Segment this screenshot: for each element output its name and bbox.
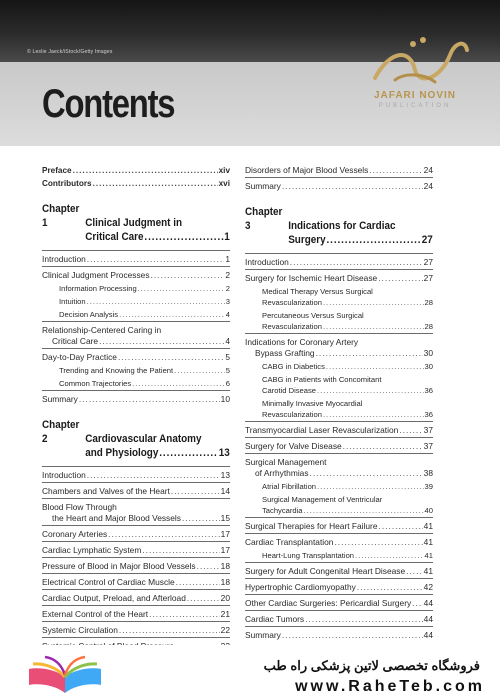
- entry-title: Heart-Lung Transplantation: [262, 551, 355, 560]
- entry-title-cont: Revascularization: [262, 322, 322, 331]
- leader-dots: [323, 409, 424, 420]
- leader-dots: [326, 361, 424, 372]
- leader-dots: [399, 425, 422, 436]
- toc-entry[interactable]: [245, 177, 433, 193]
- leader-dots: [327, 233, 421, 247]
- toc-subentry[interactable]: [245, 480, 433, 493]
- entry-title: Intuition: [59, 297, 86, 306]
- toc-entry[interactable]: [42, 589, 230, 605]
- leader-dots: [144, 230, 223, 244]
- entry-page: 28: [424, 298, 433, 307]
- leader-dots: [176, 577, 220, 588]
- chapter-heading[interactable]: [42, 202, 230, 244]
- toc-entry[interactable]: [245, 562, 433, 578]
- entry-title: Relationship-Centered Caring in: [42, 325, 162, 335]
- chapter-title-line2: Critical Care: [85, 231, 144, 243]
- leader-dots: [87, 470, 220, 481]
- entry-page: 38: [423, 468, 433, 478]
- entry-title: Decision Analysis: [59, 310, 119, 319]
- entry-page: 30: [424, 362, 433, 371]
- toc-subentry[interactable]: [245, 397, 433, 421]
- entry-page: 37: [423, 425, 433, 435]
- toc-entry[interactable]: [245, 333, 433, 360]
- toc-subentry[interactable]: [42, 282, 230, 295]
- chapter-page: 27: [421, 234, 433, 246]
- leader-dots: [159, 446, 218, 460]
- entry-page: 41: [423, 537, 433, 547]
- entry-page: 14: [220, 486, 230, 496]
- entry-title: Transmyocardial Laser Revascularization: [245, 425, 399, 435]
- toc-entry[interactable]: [245, 269, 433, 285]
- entry-page: 6: [225, 379, 230, 388]
- toc-subentry[interactable]: [245, 285, 433, 309]
- entry-title: Cardiac Tumors: [245, 614, 305, 624]
- chapter-heading[interactable]: [42, 418, 230, 460]
- leader-dots: [334, 537, 422, 548]
- chapter-number: Chapter 1: [42, 203, 80, 229]
- entry-title: Information Processing: [59, 284, 137, 293]
- toc-entry[interactable]: [42, 250, 230, 266]
- chapter-number: Chapter 3: [245, 206, 283, 232]
- leader-dots: [357, 582, 423, 593]
- logo-subtitle: PUBLICATION: [378, 103, 452, 109]
- entry-title: Common Trajectories: [59, 379, 132, 388]
- leader-dots: [174, 365, 225, 376]
- toc-entry[interactable]: [245, 453, 433, 480]
- entry-page: 2: [225, 270, 230, 280]
- entry-title: Day-to-Day Practice: [42, 352, 117, 362]
- entry-page: 37: [423, 441, 433, 451]
- calligraphy-logo-icon: [355, 30, 475, 90]
- entry-title: Indications for Coronary Artery: [245, 337, 359, 347]
- entry-title: Summary: [42, 394, 78, 404]
- entry-title: Atrial Fibrillation: [262, 482, 317, 491]
- entry-page: 27: [423, 257, 433, 267]
- leader-dots: [151, 270, 225, 281]
- toc-entry[interactable]: [42, 498, 230, 525]
- entry-page: 4: [225, 310, 230, 319]
- toc-subentry[interactable]: [245, 493, 433, 517]
- leader-dots: [378, 273, 422, 284]
- toc-entry[interactable]: [245, 610, 433, 626]
- toc-subentry[interactable]: [245, 373, 433, 397]
- leader-dots: [142, 545, 219, 556]
- entry-title-cont: of Arrhythmias: [255, 468, 309, 478]
- chapter-heading[interactable]: [245, 205, 433, 247]
- leader-dots: [87, 296, 225, 307]
- chapter-page: 13: [218, 447, 230, 459]
- entry-page: 44: [423, 614, 433, 624]
- leader-dots: [406, 566, 423, 577]
- entry-page: 20: [220, 593, 230, 603]
- entry-title-cont: Revascularization: [262, 298, 322, 307]
- publisher-logo: [355, 30, 475, 120]
- chapter-page: 1: [224, 231, 230, 243]
- entry-page: 2: [225, 284, 230, 293]
- toc-entry[interactable]: [42, 266, 230, 282]
- toc-entry[interactable]: [42, 390, 230, 406]
- entry-title-cont: Revascularization: [262, 410, 322, 419]
- entry-title-cont: Tachycardia: [262, 506, 303, 515]
- leader-dots: [323, 297, 424, 308]
- entry-page: 27: [423, 273, 433, 283]
- leader-dots: [282, 181, 423, 192]
- toc-entry[interactable]: [245, 533, 433, 549]
- entry-title-cont: Bypass Grafting: [255, 348, 315, 358]
- entry-page: 5: [225, 352, 230, 362]
- leader-dots: [118, 352, 224, 363]
- chapter-title-line1: Cardiovascular Anatomy: [85, 433, 202, 445]
- store-name-persian: فروشگاه تخصصی لاتین پزشکی راه طب: [263, 658, 480, 673]
- toc-entry[interactable]: [245, 164, 433, 177]
- toc-entry[interactable]: [245, 578, 433, 594]
- toc-entry[interactable]: [245, 517, 433, 533]
- leader-dots: [87, 254, 225, 265]
- entry-title: Introduction: [42, 470, 86, 480]
- entry-page: 39: [424, 482, 433, 491]
- leader-dots: [149, 609, 220, 620]
- leader-dots: [317, 481, 424, 492]
- leader-dots: [343, 441, 423, 452]
- toc-entry[interactable]: [245, 626, 433, 642]
- leader-dots: [369, 165, 422, 176]
- toc-entry[interactable]: [42, 177, 230, 190]
- entry-page: 24: [423, 165, 433, 175]
- toc-entry[interactable]: [42, 557, 230, 573]
- toc-entry[interactable]: [42, 321, 230, 348]
- entry-page: 18: [220, 561, 230, 571]
- toc-entry[interactable]: [42, 525, 230, 541]
- toc-entry[interactable]: [245, 253, 433, 269]
- toc-entry[interactable]: [245, 594, 433, 610]
- entry-title: External Control of the Heart: [42, 609, 149, 619]
- entry-page: 22: [220, 625, 230, 635]
- toc-subentry[interactable]: [42, 364, 230, 377]
- leader-dots: [316, 348, 423, 359]
- leader-dots: [379, 521, 423, 532]
- leader-dots: [119, 309, 225, 320]
- entry-page: xiv: [218, 166, 230, 175]
- toc-entry[interactable]: [42, 348, 230, 364]
- entry-title: Summary: [245, 181, 281, 191]
- entry-title: Surgical Therapies for Heart Failure: [245, 521, 378, 531]
- leader-dots: [317, 385, 424, 396]
- entry-page: 13: [220, 470, 230, 480]
- entry-title: Other Cardiac Surgeries: Pericardial Surgery: [245, 598, 412, 608]
- entry-title: Pressure of Blood in Major Blood Vessels: [42, 561, 196, 571]
- leader-dots: [93, 178, 218, 189]
- entry-page: 17: [220, 545, 230, 555]
- toc-entry[interactable]: [42, 164, 230, 177]
- leader-dots: [171, 486, 220, 497]
- entry-page: 3: [225, 297, 230, 306]
- entry-page: 44: [423, 598, 433, 608]
- toc-entry[interactable]: [42, 605, 230, 621]
- toc-entry[interactable]: [42, 573, 230, 589]
- entry-title: Blood Flow Through: [42, 502, 117, 512]
- entry-title: Chambers and Valves of the Heart: [42, 486, 170, 496]
- entry-page: xvi: [218, 179, 230, 188]
- photo-credit: © Leslie Jaeck/iStock/Getty Images: [27, 49, 113, 55]
- toc-left-column: [42, 164, 230, 653]
- entry-title: CABG in Patients with Concomitant: [262, 375, 382, 384]
- entry-title: Cardiac Lymphatic System: [42, 545, 142, 555]
- entry-page: 18: [220, 577, 230, 587]
- entry-page: 36: [424, 410, 433, 419]
- leader-dots: [119, 625, 220, 636]
- toc-entry[interactable]: [42, 621, 230, 637]
- entry-title: Systemic Circulation: [42, 625, 118, 635]
- entry-title: Surgical Management of Ventricular: [262, 495, 383, 504]
- entry-title: Minimally Invasive Myocardial: [262, 399, 363, 408]
- entry-title-cont: the Heart and Major Blood Vessels: [52, 513, 181, 523]
- entry-page: 1: [225, 254, 230, 264]
- entry-title: Cardiac Transplantation: [245, 537, 334, 547]
- entry-title: Trending and Knowing the Patient: [59, 366, 174, 375]
- chapter-title-line1: Indications for Cardiac: [288, 220, 396, 232]
- entry-title: Disorders of Major Blood Vessels: [245, 165, 369, 175]
- chapter-number: Chapter 2: [42, 419, 80, 445]
- entry-title: Medical Therapy Versus Surgical: [262, 287, 373, 296]
- entry-title: Surgical Management: [245, 457, 327, 467]
- entry-title-cont: Carotid Disease: [262, 386, 317, 395]
- leader-dots: [290, 257, 423, 268]
- entry-title: Cardiac Output, Preload, and Afterload: [42, 593, 186, 603]
- entry-page: 17: [220, 529, 230, 539]
- toc-entry[interactable]: [245, 437, 433, 453]
- toc-entry[interactable]: [42, 482, 230, 498]
- entry-page: 41: [423, 566, 433, 576]
- entry-page: 40: [424, 506, 433, 515]
- leader-dots: [79, 394, 220, 405]
- entry-page: 42: [423, 582, 433, 592]
- leader-dots: [187, 593, 220, 604]
- entry-title: Summary: [245, 630, 281, 640]
- leader-dots: [323, 321, 424, 332]
- entry-title: CABG in Diabetics: [262, 362, 325, 371]
- chapter-title-line2: and Physiology: [85, 447, 159, 459]
- entry-page: 28: [424, 322, 433, 331]
- logo-wordmark: JAFARI NOVIN: [373, 90, 456, 101]
- leader-dots: [108, 529, 220, 540]
- leader-dots: [197, 561, 220, 572]
- leader-dots: [182, 513, 220, 524]
- leader-dots: [99, 336, 224, 347]
- toc-subentry[interactable]: [42, 295, 230, 308]
- entry-title: Electrical Control of Cardiac Muscle: [42, 577, 175, 587]
- entry-page: 30: [423, 348, 433, 358]
- toc-subentry[interactable]: [245, 309, 433, 333]
- store-url[interactable]: www.RaheTeb.com: [295, 678, 485, 695]
- entry-page: 44: [423, 630, 433, 640]
- entry-title: Coronary Arteries: [42, 529, 108, 539]
- toc-right-column: [245, 164, 433, 642]
- entry-page: 41: [424, 551, 433, 560]
- entry-title: Percutaneous Versus Surgical: [262, 311, 364, 320]
- entry-page: 36: [424, 386, 433, 395]
- entry-page: 24: [423, 181, 433, 191]
- leader-dots: [412, 598, 423, 609]
- entry-title-cont: Critical Care: [52, 336, 99, 346]
- entry-page: 5: [225, 366, 230, 375]
- leader-dots: [310, 468, 423, 479]
- leader-dots: [73, 165, 218, 176]
- chapter-title-line2: Surgery: [288, 234, 326, 246]
- entry-page: 10: [220, 394, 230, 404]
- entry-title: Clinical Judgment Processes: [42, 270, 150, 280]
- footer-ad: [0, 645, 500, 700]
- entry-title: Hypertrophic Cardiomyopathy: [245, 582, 356, 592]
- leader-dots: [132, 378, 225, 389]
- toc-entry[interactable]: [245, 421, 433, 437]
- entry-title: Contributors: [42, 179, 92, 188]
- open-book-icon: [25, 655, 105, 695]
- toc-subentry[interactable]: [245, 360, 433, 373]
- leader-dots: [355, 550, 424, 561]
- toc-entry[interactable]: [42, 466, 230, 482]
- leader-dots: [304, 505, 424, 516]
- entry-page: 15: [220, 513, 230, 523]
- entry-title: Surgery for Adult Congenital Heart Disease: [245, 566, 406, 576]
- leader-dots: [282, 630, 423, 641]
- entry-page: 21: [220, 609, 230, 619]
- leader-dots: [138, 283, 225, 294]
- entry-title: Introduction: [245, 257, 289, 267]
- entry-title: Surgery for Valve Disease: [245, 441, 342, 451]
- toc-entry[interactable]: [42, 541, 230, 557]
- toc-subentry[interactable]: [245, 549, 433, 562]
- entry-page: 4: [225, 336, 230, 346]
- leader-dots: [305, 614, 423, 625]
- toc-subentry[interactable]: [42, 377, 230, 390]
- page-title: Contents: [42, 82, 175, 126]
- chapter-title-line1: Clinical Judgment in: [85, 217, 183, 229]
- toc-subentry[interactable]: [42, 308, 230, 321]
- entry-title: Introduction: [42, 254, 86, 264]
- entry-page: 41: [423, 521, 433, 531]
- entry-title: Preface: [42, 166, 72, 175]
- entry-title: Surgery for Ischemic Heart Disease: [245, 273, 378, 283]
